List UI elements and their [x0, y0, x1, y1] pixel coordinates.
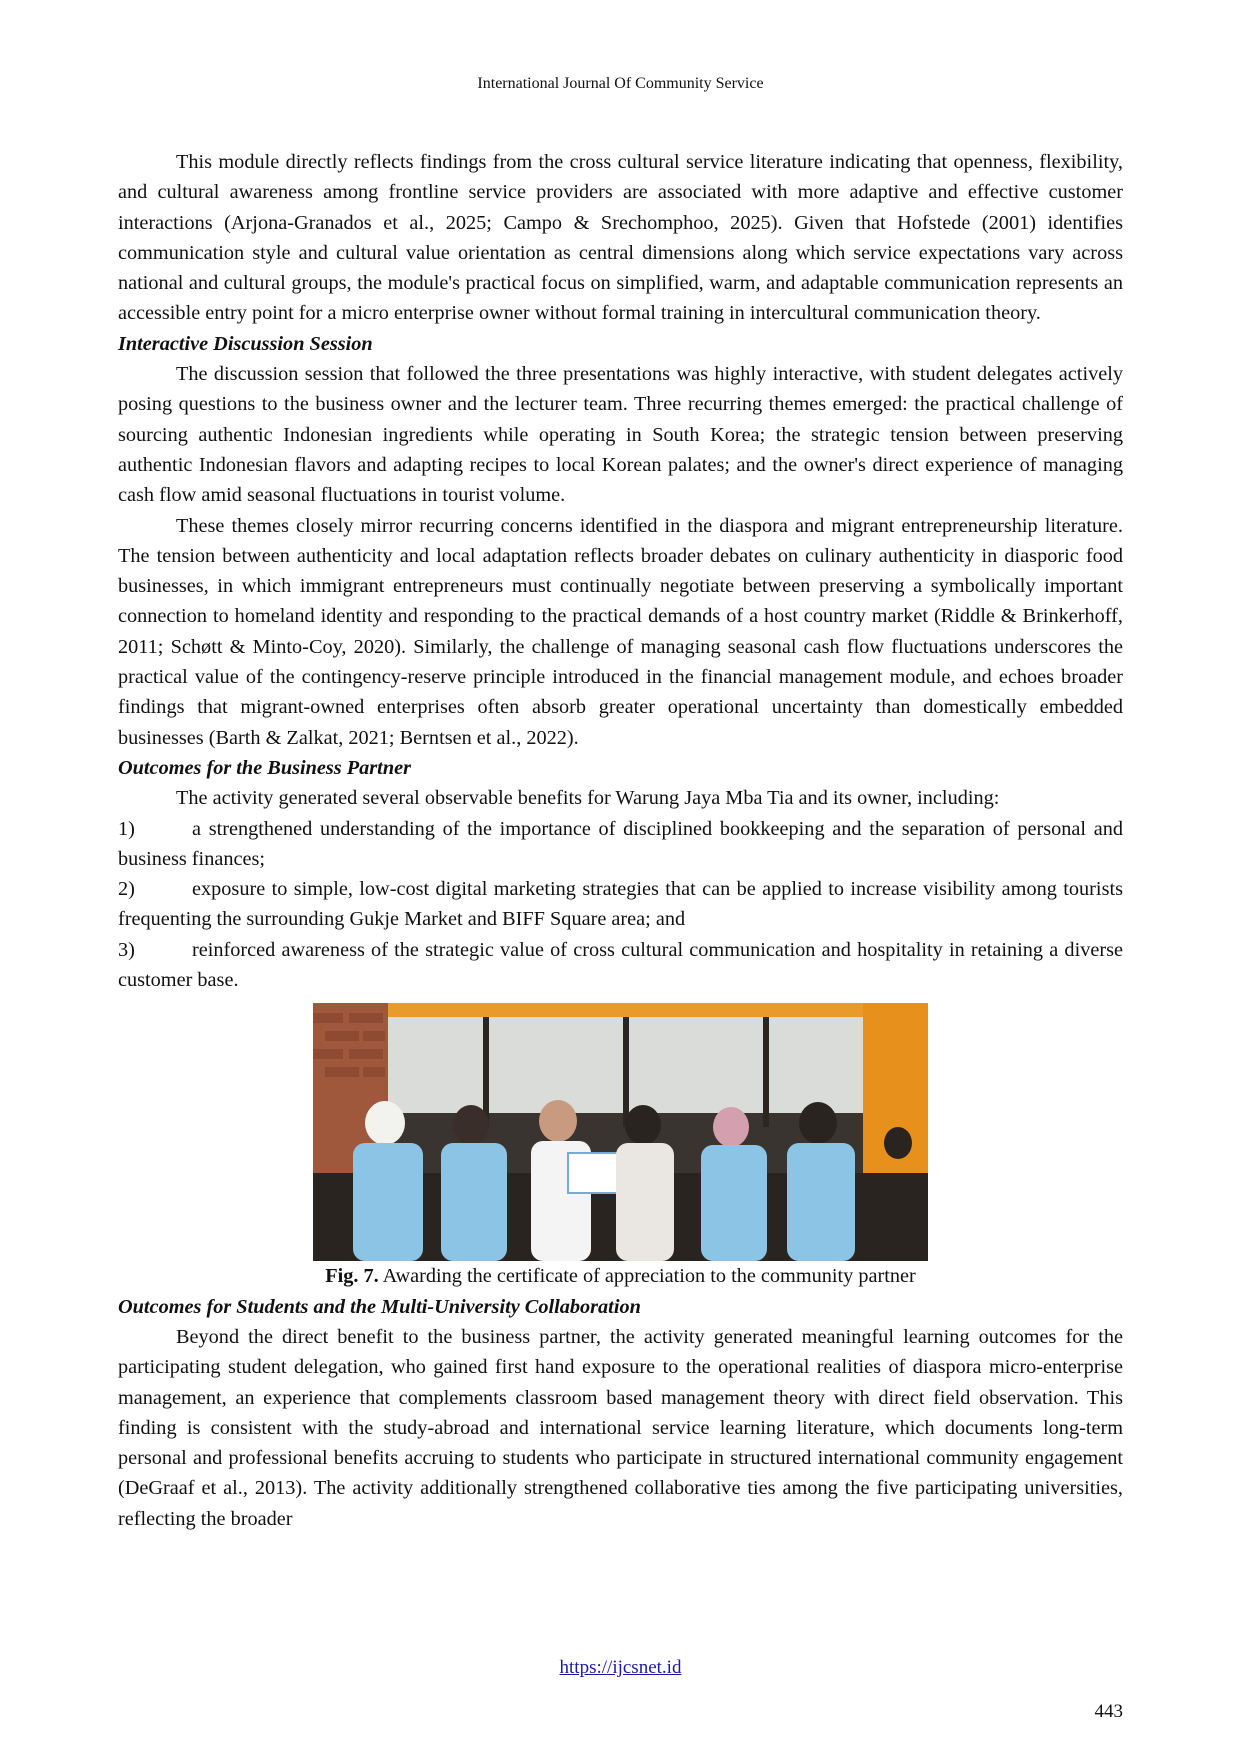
figure-label: Fig. 7. — [325, 1265, 379, 1288]
list-item — [118, 814, 1123, 875]
paragraph-themes: These themes closely mirror recurring concerns identified in the diaspora and migrant entrepreneurship literature. The tension between authenticity and local adaptation reflects broader debates on culinary authenticity in diasporic food businesses, in which immigrant entrepreneurs must continually negotiate between preserving a symbolically important connection to homeland identity and responding to the practical demands of a host country market (Riddle & Brinkerhoff, 2011; Schøtt & Minto-Coy, 2020). Similarly, the challenge of managing seasonal cash flow fluctuations underscores the practical value of the contingency-reserve principle introduced in the financial management module, and echoes broader findings that migrant-owned enterprises often absorb greater operational uncertainty than domestically embedded businesses (Barth & Zalkat, 2021; Berntsen et al., 2022). — [118, 514, 1123, 749]
section-heading-discussion: Interactive Discussion Session — [118, 332, 373, 355]
figure-caption — [118, 1261, 1123, 1291]
running-head: International Journal Of Community Service — [477, 75, 764, 92]
list-text: exposure to simple, low-cost digital marketing strategies that can be applied to increase visibility among tourists frequenting the surrounding Gukje Market and BIFF Square area; and — [118, 878, 1123, 931]
list-text: reinforced awareness of the strategic value of cross cultural communication and hospitality in retaining a diverse customer base. — [118, 938, 1123, 992]
list-item — [118, 874, 1123, 935]
list-item — [118, 935, 1123, 996]
journal-link[interactable]: https://ijcsnet.id — [559, 1657, 682, 1678]
list-number: 2) — [118, 878, 135, 901]
section-heading-business-partner: Outcomes for the Business Partner — [118, 756, 411, 779]
list-text: a strengthened understanding of the importance of disciplined bookkeeping and the separation of personal and business finances; — [118, 817, 1123, 870]
figure-caption-text: Awarding the certificate of appreciation to the community partner — [378, 1265, 916, 1288]
paragraph-benefits-intro: The activity generated several observable benefits for Warung Jaya Mba Tia and its owner, including: — [176, 787, 1000, 810]
section-heading-students: Outcomes for Students and the Multi-University Collaboration — [118, 1295, 641, 1318]
page-number: 443 — [1094, 1701, 1123, 1722]
article-body — [118, 147, 1123, 1534]
paragraph-students: Beyond the direct benefit to the business partner, the activity generated meaningful learning outcomes for the participating student delegation, who gained first hand exposure to the operational realities of diaspora micro-enterprise management, an experience that complements classroom based management theory with direct field observation. This finding is consistent with the study-abroad and international service learning literature, which documents long-term personal and professional benefits accruing to students who participate in structured international community engagement (DeGraaf et al., 2013). The activity additionally strengthened collaborative ties among the five participating universities, reflecting the broader — [118, 1325, 1123, 1530]
list-number: 1) — [118, 817, 135, 840]
paragraph-discussion: The discussion session that followed the three presentations was highly interactive, with student delegates actively posing questions to the business owner and the lecturer team. Three recurring themes emerged: the practical challenge of sourcing authentic Indonesian ingredients while operating in South Korea; the strategic tension between preserving authentic Indonesian flavors and adapting recipes to local Korean palates; and the owner's direct experience of managing cash flow amid seasonal fluctuations in tourist volume. — [118, 363, 1123, 507]
list-number: 3) — [118, 938, 135, 961]
figure-photo — [313, 1003, 928, 1261]
group-photo-image — [313, 1003, 928, 1261]
paragraph-module-reflection: This module directly reflects findings from the cross cultural service literature indicating that openness, flexibility, and cultural awareness among frontline service providers are associated with more adaptive and effective customer interactions (Arjona-Granados et al., 2025; Campo & Srechomphoo, 2025). Given that Hofstede (2001) identifies communication style and cultural value orientation as central dimensions along which service expectations vary across national and cultural groups, the module's practical focus on simplified, warm, and adaptable communication represents an accessible entry point for a micro enterprise owner without formal training in intercultural communication theory. — [118, 151, 1123, 325]
